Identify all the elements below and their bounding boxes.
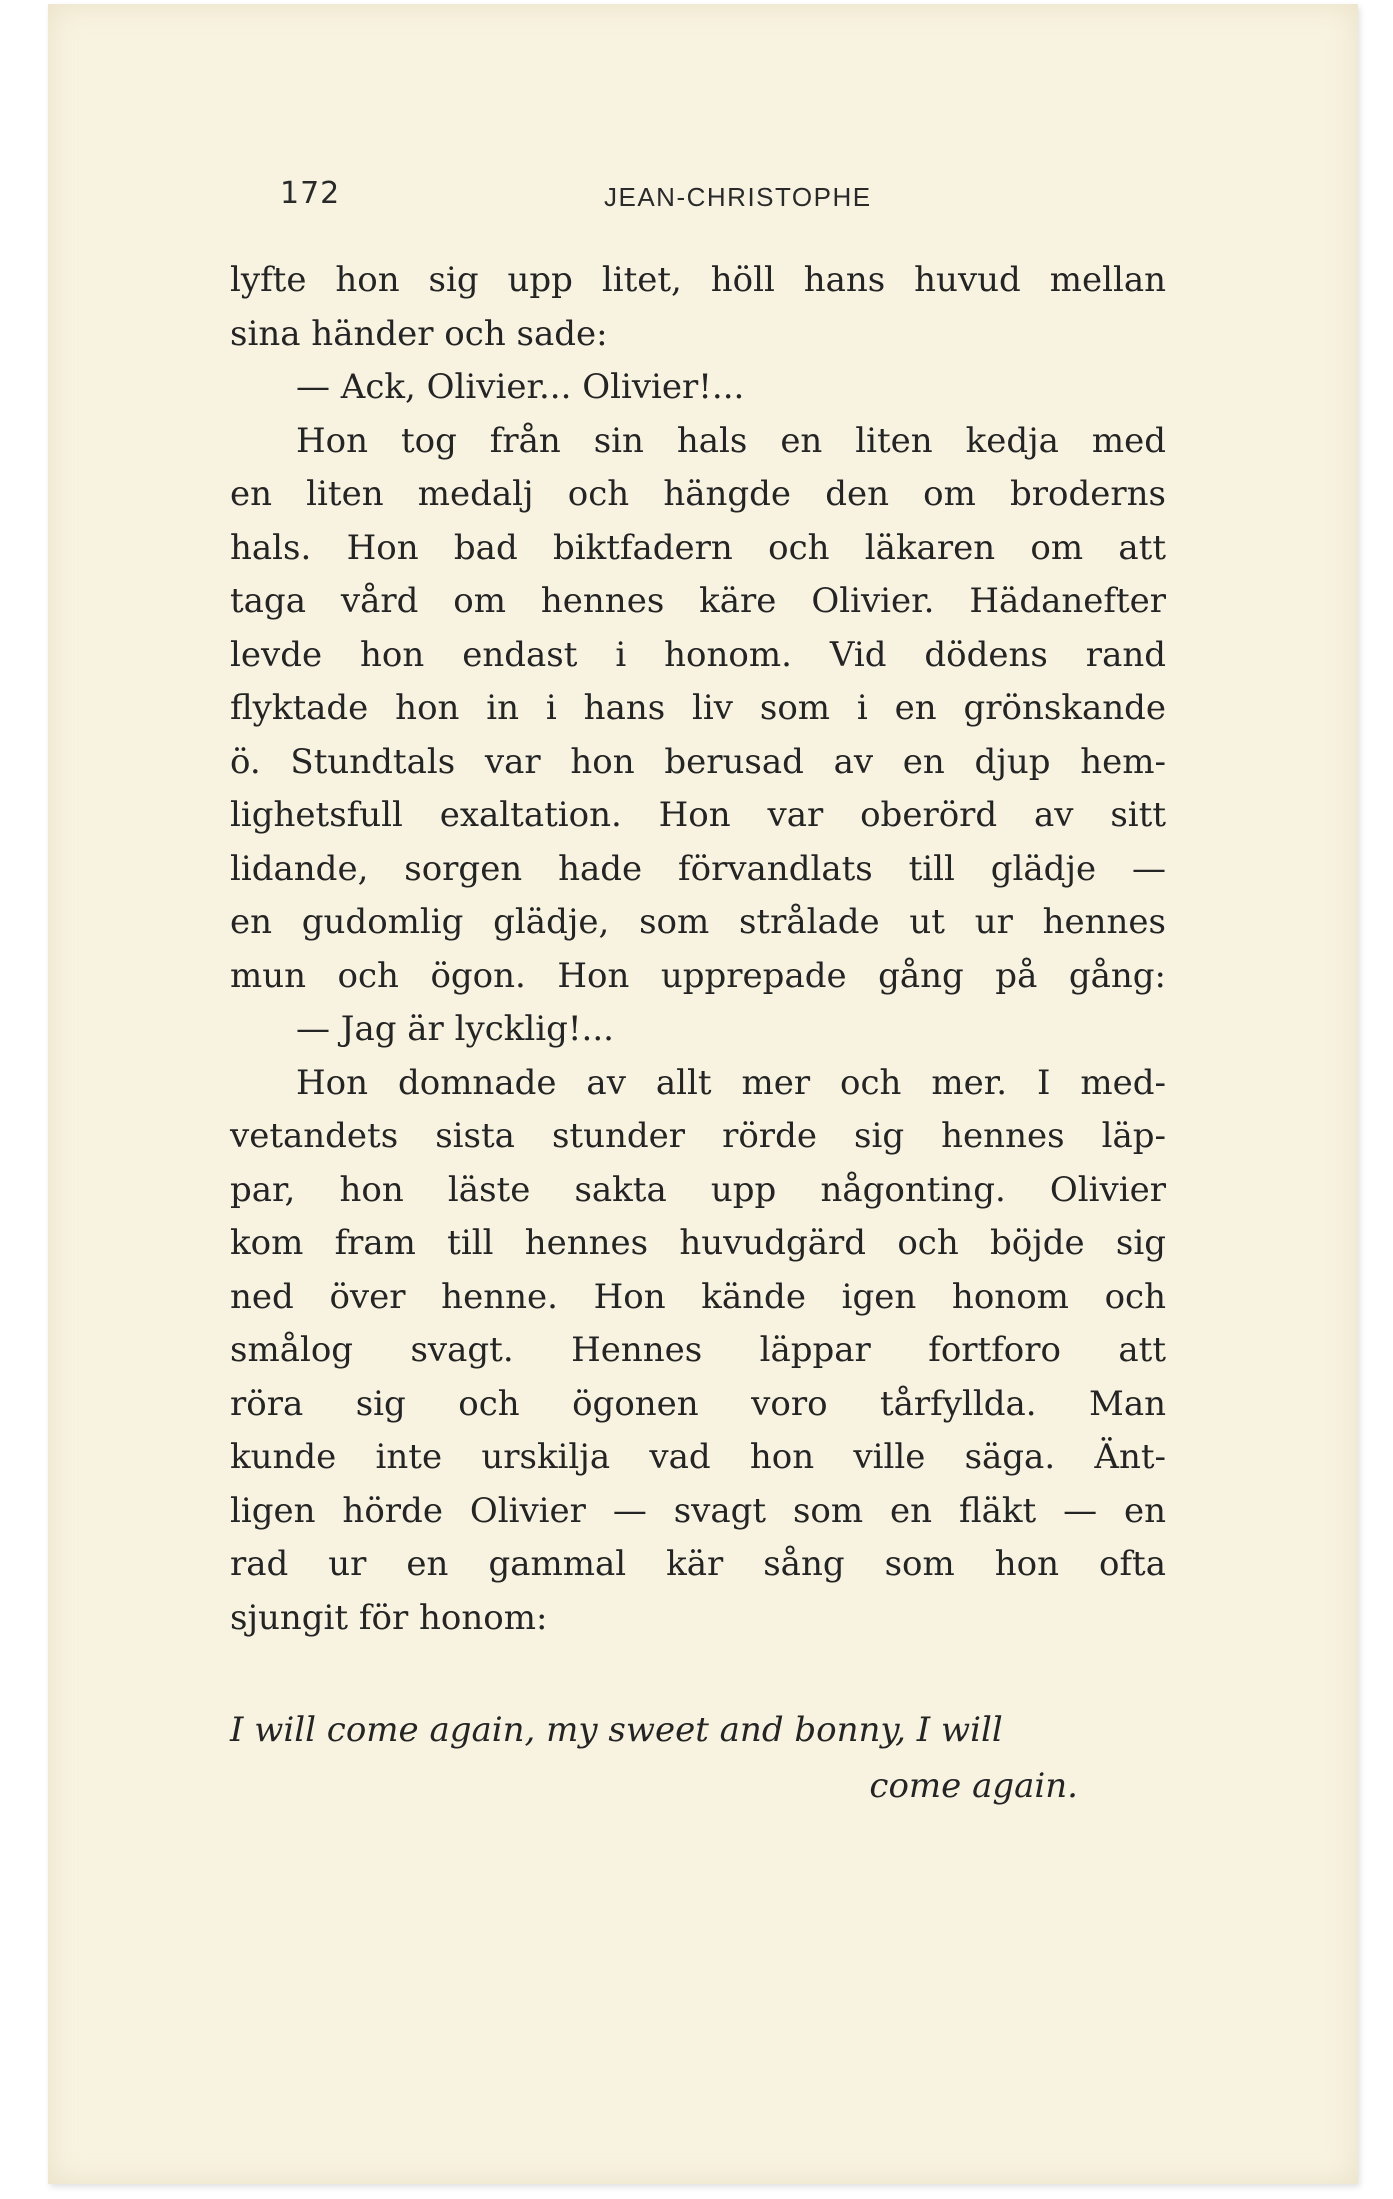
text-line: ligen hörde Olivier — svagt som en fläkt — en (230, 1490, 1166, 1531)
text-line: sina händer och sade: (230, 313, 608, 354)
text-line: levde hon endast i honom. Vid dödens rand (230, 634, 1166, 675)
page-header (280, 176, 1210, 216)
text-line: vetandets sista stunder rörde sig hennes läp- (230, 1116, 1166, 1156)
song-verse (230, 1702, 1166, 1814)
text-line: kom fram till hennes huvudgärd och böjde sig (230, 1223, 1166, 1263)
text-line: lyfte hon sig upp litet, höll hans huvud mellan (230, 260, 1166, 300)
text-line: smålog svagt. Hennes läppar fortforo att (230, 1330, 1166, 1370)
running-title: JEAN-CHRISTOPHE (604, 182, 872, 212)
body-text (230, 254, 1166, 1645)
text-line: röra sig och ögonen voro tårfyllda. Man (230, 1383, 1166, 1424)
page-number: 172 (280, 176, 341, 211)
text-line: taga vård om hennes käre Olivier. Hädanefter (230, 581, 1166, 621)
text-line: sjungit för honom: (230, 1597, 548, 1638)
text-line: kunde inte urskilja vad hon ville säga. Änt- (230, 1437, 1166, 1477)
text-line: mun och ögon. Hon upprepade gång på gång: (230, 955, 1166, 996)
text-line: lidande, sorgen hade förvandlats till glädje — (230, 848, 1166, 889)
text-line: hals. Hon bad biktfadern och läkaren om att (230, 527, 1166, 568)
text-line: en gudomlig glädje, som strålade ut ur hennes (230, 902, 1166, 942)
text-line: ö. Stundtals var hon berusad av en djup hem- (230, 741, 1166, 782)
dialogue-line: — Jag är lycklig!... (296, 1009, 614, 1049)
text-line: par, hon läste sakta upp någonting. Olivier (230, 1169, 1166, 1210)
text-line: Hon tog från sin hals en liten kedja med (296, 420, 1166, 461)
verse-line: I will come again, my sweet and bonny, I will (230, 1710, 1003, 1750)
text-line: en liten medalj och hängde den om broderns (230, 474, 1166, 514)
text-line: flyktade hon in i hans liv som i en grönskande (230, 688, 1166, 728)
text-line: rad ur en gammal kär sång som hon ofta (230, 1544, 1166, 1584)
text-line: ned över henne. Hon kände igen honom och (230, 1276, 1166, 1317)
text-line: Hon domnade av allt mer och mer. I med- (296, 1062, 1166, 1103)
text-line: lighetsfull exaltation. Hon var oberörd av sitt (230, 795, 1166, 835)
dialogue-line: — Ack, Olivier... Olivier!... (296, 367, 745, 407)
verse-line: come again. (869, 1766, 1078, 1806)
